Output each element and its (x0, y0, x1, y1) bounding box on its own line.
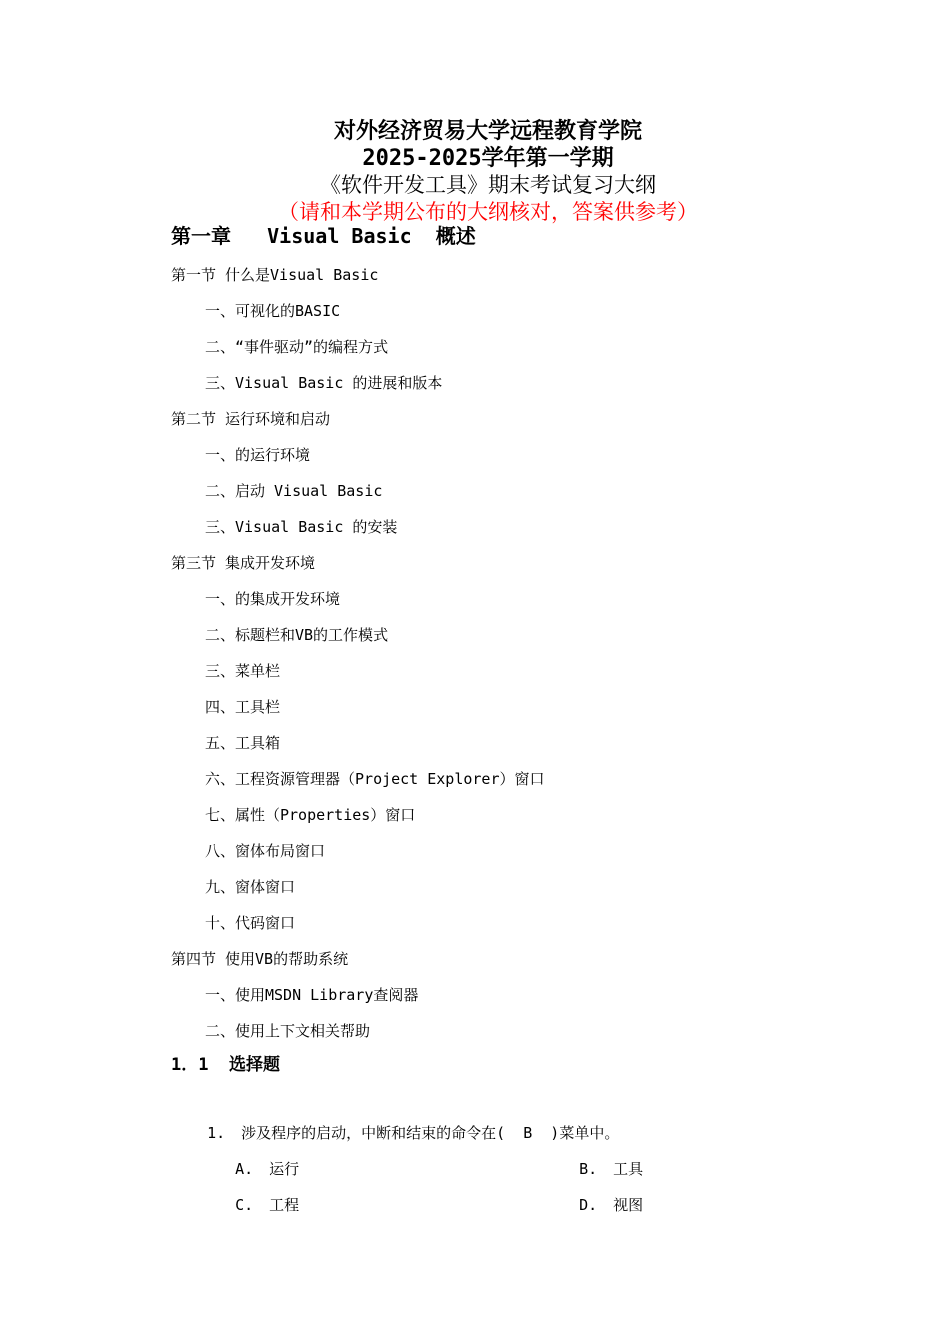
outline-item: 二、启动 Visual Basic (205, 482, 383, 500)
option-text: 工程 (269, 1196, 300, 1214)
subsection-heading: 1．1 选择题 (171, 1055, 280, 1075)
section-heading: 第三节 集成开发环境 (171, 554, 316, 572)
semester-title: 2025-2025学年第一学期 (362, 146, 614, 171)
outline-item: 二、标题栏和VB的工作模式 (205, 626, 389, 644)
option-letter: D. (579, 1196, 598, 1214)
outline-item: 五、工具箱 (205, 734, 281, 752)
outline-item: 八、窗体布局窗口 (205, 842, 326, 860)
chapter-heading: 第一章 Visual Basic 概述 (171, 224, 476, 248)
outline-item: 一、可视化的BASIC (205, 302, 341, 320)
school-title: 对外经济贸易大学远程教育学院 (333, 119, 642, 144)
outline-item: 一、使用MSDN Library查阅器 (205, 986, 419, 1004)
option-letter: A. (235, 1160, 254, 1178)
reference-note: （请和本学期公布的大纲核对，答案供参考） (278, 200, 698, 224)
option-letter: B. (579, 1160, 598, 1178)
outline-item: 一、的集成开发环境 (205, 590, 341, 608)
question-number: 1. (207, 1124, 226, 1142)
chapter-outline (0, 257, 950, 1049)
outline-item: 九、窗体窗口 (205, 878, 296, 896)
document-header (0, 118, 950, 226)
section-heading: 第二节 运行环境和启动 (171, 410, 331, 428)
outline-item: 三、菜单栏 (205, 662, 281, 680)
option-letter: C. (235, 1196, 254, 1214)
option-text: 工具 (613, 1160, 644, 1178)
question-text: 涉及程序的启动，中断和结束的命令在( B )菜单中。 (241, 1124, 620, 1142)
outline-item: 一、的运行环境 (205, 446, 311, 464)
outline-item: 三、Visual Basic 的进展和版本 (205, 374, 443, 392)
outline-item: 三、Visual Basic 的安装 (205, 518, 398, 536)
section-heading: 第一节 什么是Visual Basic (171, 266, 379, 284)
outline-item: 二、使用上下文相关帮助 (205, 1022, 371, 1040)
section-heading: 第四节 使用VB的帮助系统 (171, 950, 349, 968)
course-title: 《软件开发工具》期末考试复习大纲 (320, 173, 656, 197)
outline-item: 七、属性（Properties）窗口 (205, 806, 416, 824)
option-text: 运行 (269, 1160, 300, 1178)
option-text: 视图 (613, 1196, 644, 1214)
answer-option-c (199, 1160, 299, 1250)
answer-option-d (543, 1160, 643, 1250)
outline-item: 二、“事件驱动”的编程方式 (205, 338, 389, 356)
outline-item: 十、代码窗口 (205, 914, 296, 932)
outline-item: 六、工程资源管理器（Project Explorer）窗口 (205, 770, 545, 788)
outline-item: 四、工具栏 (205, 698, 281, 716)
